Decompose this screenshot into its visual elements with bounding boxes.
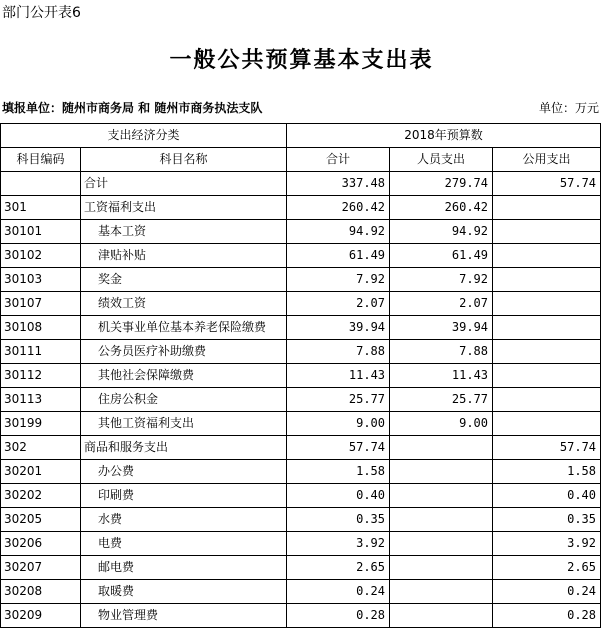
table-row [1,388,601,412]
row-total: 0.40 [287,484,390,508]
header-public: 公用支出 [493,148,601,172]
row-name: 合计 [81,172,287,196]
table-row [1,532,601,556]
row-public [493,244,601,268]
row-total: 39.94 [287,316,390,340]
row-code: 30202 [1,484,81,508]
row-total: 2.65 [287,556,390,580]
table-row [1,220,601,244]
header-row-2 [1,148,601,172]
row-total: 0.35 [287,508,390,532]
row-code: 30103 [1,268,81,292]
row-personnel: 25.77 [390,388,493,412]
row-total: 2.07 [287,292,390,316]
row-public [493,268,601,292]
header-row-1 [1,124,601,148]
row-personnel: 279.74 [390,172,493,196]
filler-unit: 填报单位：随州市商务局 和 随州市商务执法支队 [2,101,263,115]
header-name: 科目名称 [81,148,287,172]
row-name: 邮电费 [81,556,287,580]
row-code: 30209 [1,604,81,628]
row-public [493,412,601,436]
row-total: 3.92 [287,532,390,556]
row-code: 30107 [1,292,81,316]
row-personnel: 94.92 [390,220,493,244]
row-name: 奖金 [81,268,287,292]
row-total: 7.88 [287,340,390,364]
row-code: 30206 [1,532,81,556]
row-code: 30112 [1,364,81,388]
row-personnel: 260.42 [390,196,493,220]
row-name: 商品和服务支出 [81,436,287,460]
row-name: 其他社会保障缴费 [81,364,287,388]
row-code: 302 [1,436,81,460]
table-row [1,364,601,388]
table-row [1,556,601,580]
row-personnel [390,580,493,604]
row-name: 津贴补贴 [81,244,287,268]
header-year-budget: 2018年预算数 [287,124,601,148]
row-personnel: 7.88 [390,340,493,364]
table-row [1,316,601,340]
table-row [1,292,601,316]
row-public: 3.92 [493,532,601,556]
table-row [1,460,601,484]
row-code: 30199 [1,412,81,436]
row-total: 337.48 [287,172,390,196]
table-row [1,484,601,508]
row-code: 30207 [1,556,81,580]
row-personnel: 61.49 [390,244,493,268]
row-code: 30113 [1,388,81,412]
row-public: 0.35 [493,508,601,532]
row-total: 260.42 [287,196,390,220]
row-code: 30111 [1,340,81,364]
header-code: 科目编码 [1,148,81,172]
row-personnel: 11.43 [390,364,493,388]
row-personnel [390,508,493,532]
row-public: 2.65 [493,556,601,580]
row-total: 0.24 [287,580,390,604]
row-code: 30108 [1,316,81,340]
row-code: 30102 [1,244,81,268]
row-public [493,292,601,316]
row-public: 1.58 [493,460,601,484]
document-label: 部门公开表6 [2,5,81,21]
row-total: 25.77 [287,388,390,412]
row-public: 0.24 [493,580,601,604]
row-total: 7.92 [287,268,390,292]
row-name: 电费 [81,532,287,556]
row-public [493,364,601,388]
table-row [1,580,601,604]
row-total: 1.58 [287,460,390,484]
row-public [493,316,601,340]
table-row [1,604,601,628]
row-code: 30208 [1,580,81,604]
row-total: 11.43 [287,364,390,388]
row-public [493,388,601,412]
row-name: 取暖费 [81,580,287,604]
row-code: 301 [1,196,81,220]
row-total: 9.00 [287,412,390,436]
row-personnel: 2.07 [390,292,493,316]
row-name: 机关事业单位基本养老保险缴费 [81,316,287,340]
row-personnel [390,532,493,556]
row-code: 30205 [1,508,81,532]
page-title: 一般公共预算基本支出表 [169,47,434,73]
header-total: 合计 [287,148,390,172]
row-total: 61.49 [287,244,390,268]
row-public: 57.74 [493,436,601,460]
table-row [1,196,601,220]
table-row [1,340,601,364]
table-row [1,268,601,292]
row-total: 0.28 [287,604,390,628]
table-row [1,244,601,268]
row-personnel [390,436,493,460]
row-public [493,220,601,244]
row-personnel: 7.92 [390,268,493,292]
row-personnel [390,484,493,508]
row-name: 其他工资福利支出 [81,412,287,436]
row-total: 94.92 [287,220,390,244]
row-name: 水费 [81,508,287,532]
currency-unit: 单位：万元 [538,101,599,115]
row-public [493,340,601,364]
row-total: 57.74 [287,436,390,460]
row-public: 0.28 [493,604,601,628]
header-personnel: 人员支出 [390,148,493,172]
row-name: 公务员医疗补助缴费 [81,340,287,364]
row-public [493,196,601,220]
row-name: 基本工资 [81,220,287,244]
row-name: 工资福利支出 [81,196,287,220]
table-row [1,412,601,436]
row-name: 印刷费 [81,484,287,508]
row-personnel: 39.94 [390,316,493,340]
header-econ-class: 支出经济分类 [1,124,287,148]
row-personnel: 9.00 [390,412,493,436]
row-code: 30101 [1,220,81,244]
row-code [1,172,81,196]
row-public: 0.40 [493,484,601,508]
budget-table [0,123,601,628]
row-name: 物业管理费 [81,604,287,628]
row-name: 住房公积金 [81,388,287,412]
row-name: 绩效工资 [81,292,287,316]
filler-info-row [2,100,599,116]
row-name: 办公费 [81,460,287,484]
row-personnel [390,460,493,484]
table-row [1,508,601,532]
table-row [1,436,601,460]
row-code: 30201 [1,460,81,484]
row-public: 57.74 [493,172,601,196]
row-personnel [390,604,493,628]
table-row [1,172,601,196]
row-personnel [390,556,493,580]
